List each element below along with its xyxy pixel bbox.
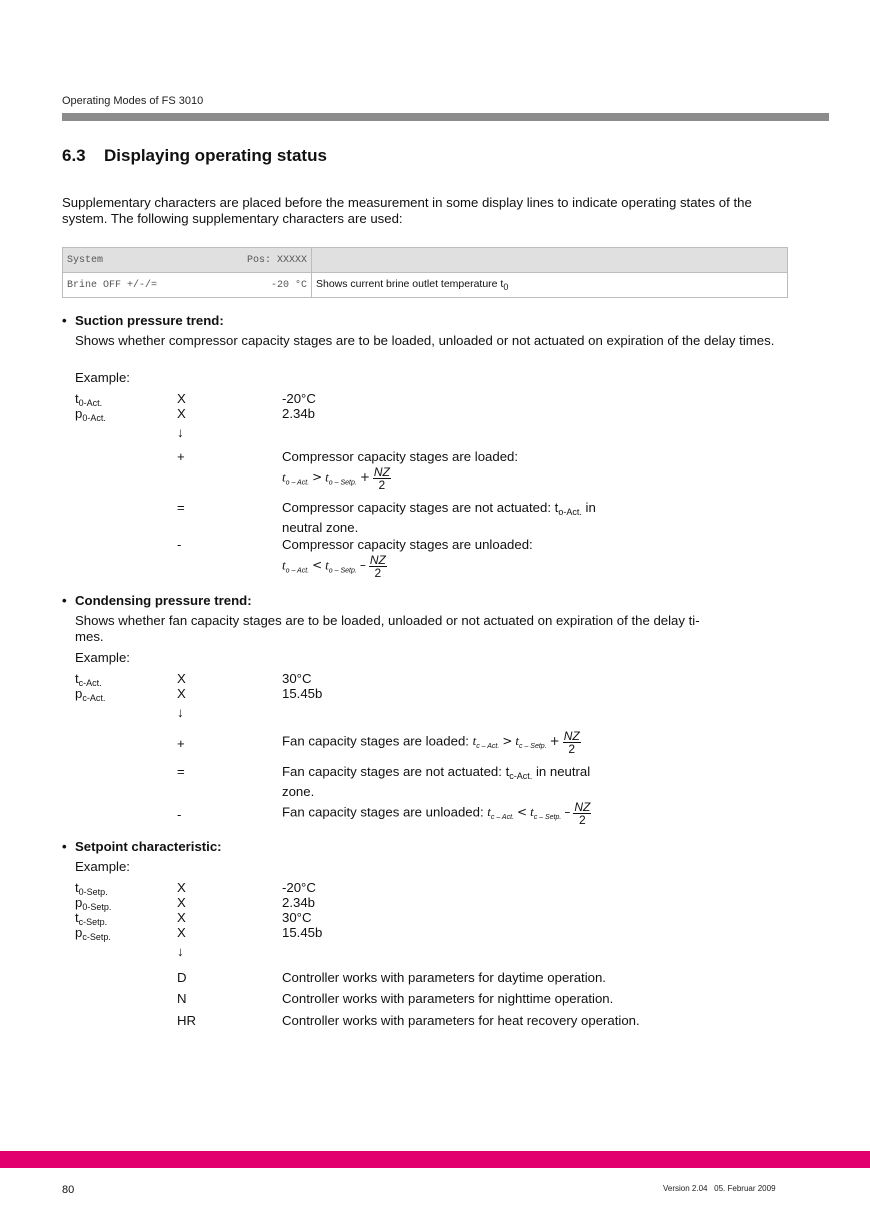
state-text: Compressor capacity stages are not actuated: $t_{o-Act.}$ in neutral zone. <box>282 500 596 535</box>
state-text-with-formula: Fan capacity stages are unloaded: $t_{c - Act.} < t_{c - Setp.}$ – $\frac{NZ}{2}$ <box>282 800 591 827</box>
section-number: 6.3 <box>62 146 86 165</box>
state-text-with-formula: Fan capacity stages are loaded: $t_{c - Act.} > t_{c - Setp.}$ + $\frac{NZ}{2}$ <box>282 729 580 756</box>
suction-row-value: -20°C <box>282 391 316 406</box>
page-number: 80 <box>62 1184 75 1196</box>
suction-title: Suction pressure trend: <box>75 313 224 328</box>
condensing-row-symbol: $p_{c-Act.}$ <box>75 686 106 703</box>
header-rule <box>62 113 829 121</box>
condensing-title: Condensing pressure trend: <box>75 593 252 608</box>
setpoint-title: Setpoint characteristic: <box>75 839 222 854</box>
section-title <box>62 146 327 166</box>
condensing-row-value: 15.45b <box>282 686 323 701</box>
state-text: Fan capacity stages are not actuated: $t_{c-Act.}$ in neutral zone. <box>282 764 591 799</box>
state-char-plus: + <box>177 449 185 464</box>
display-header-cell <box>63 248 312 273</box>
footer-accent-bar <box>0 1151 870 1168</box>
suction-row-symbol: $t_{0-Act.}$ <box>75 391 103 408</box>
display-description-cell <box>312 273 788 298</box>
display-desc-text: Shows current brine outlet temperature t <box>316 278 504 290</box>
condensing-row-value: 30°C <box>282 671 312 686</box>
intro-paragraph: Supplementary characters are placed before the measurement in some display lines to indicate operating states of the system. The following supplementary characters are used: <box>62 195 752 226</box>
state-char-minus: - <box>177 537 182 552</box>
display-value-cell <box>63 273 312 298</box>
setpoint-heading: • Setpoint characteristic: <box>62 839 222 854</box>
setpoint-row-symbol: $t_{0-Setp.}$ <box>75 880 108 897</box>
mode-char: D <box>177 970 187 985</box>
suction-heading: • Suction pressure trend: <box>62 313 224 328</box>
mode-char: N <box>177 991 187 1006</box>
formula-unloaded: $t_{o - Act.} < t_{o - Setp.}$ – $\frac{NZ}{2}$ <box>282 553 386 580</box>
section-heading: Displaying operating status <box>104 146 327 165</box>
state-char-equal: = <box>177 500 185 515</box>
setpoint-row-value: -20°C <box>282 880 316 895</box>
down-arrow-icon: ↓ <box>177 705 184 720</box>
mode-char: HR <box>177 1013 197 1028</box>
state-char-plus: + <box>177 736 185 751</box>
setpoint-row-value: 2.34b <box>282 895 316 910</box>
mode-text: Controller works with parameters for daytime operation. <box>282 970 606 985</box>
condensing-row-mark: X <box>177 671 186 686</box>
display-row-right: -20 °C <box>270 279 307 291</box>
suction-row-symbol: $p_{0-Act.}$ <box>75 406 106 423</box>
setpoint-row-symbol: $t_{c-Setp.}$ <box>75 910 108 927</box>
suction-row-mark: X <box>177 391 186 406</box>
display-header-right: Pos: XXXXX <box>246 254 307 266</box>
setpoint-row-value: 30°C <box>282 910 312 925</box>
display-table-header-row <box>63 248 788 273</box>
setpoint-row-mark: X <box>177 910 186 925</box>
suction-row-value: 2.34b <box>282 406 316 421</box>
suction-row-mark: X <box>177 406 186 421</box>
display-table <box>62 247 788 298</box>
state-text: Compressor capacity stages are unloaded: <box>282 537 533 552</box>
down-arrow-icon: ↓ <box>177 944 184 959</box>
down-arrow-icon: ↓ <box>177 425 184 440</box>
state-char-equal: = <box>177 764 185 779</box>
condensing-row-mark: X <box>177 686 186 701</box>
setpoint-example-label: Example: <box>75 859 130 874</box>
setpoint-row-mark: X <box>177 925 186 940</box>
setpoint-row-symbol: $p_{0-Setp.}$ <box>75 895 112 912</box>
display-row-left: Brine OFF +/-/= <box>67 279 158 291</box>
formula-loaded: $t_{o - Act.} > t_{o - Setp.}$ + $\frac{NZ}{2}$ <box>282 465 390 492</box>
condensing-row-symbol: $t_{c-Act.}$ <box>75 671 102 688</box>
condensing-description: Shows whether fan capacity stages are to be loaded, unloaded or not actuated on expiration of the delay ti- mes. <box>75 613 700 644</box>
mode-text: Controller works with parameters for heat recovery operation. <box>282 1013 640 1028</box>
state-char-minus: - <box>177 807 182 822</box>
state-text: Compressor capacity stages are loaded: <box>282 449 519 464</box>
condensing-example-label: Example: <box>75 650 130 665</box>
setpoint-row-mark: X <box>177 880 186 895</box>
display-desc-sub: 0 <box>503 282 509 292</box>
setpoint-row-value: 15.45b <box>282 925 323 940</box>
display-table-row <box>63 273 788 298</box>
version-date: Version 2.04 05. Februar 2009 <box>663 1184 776 1193</box>
running-head: Operating Modes of FS 3010 <box>62 95 204 107</box>
display-header-empty <box>312 248 788 273</box>
mode-text: Controller works with parameters for nighttime operation. <box>282 991 614 1006</box>
setpoint-row-mark: X <box>177 895 186 910</box>
display-header-left: System <box>67 254 104 266</box>
condensing-heading: • Condensing pressure trend: <box>62 593 252 608</box>
suction-description: Shows whether compressor capacity stages are to be loaded, unloaded or not actuated on expiration of the delay times. <box>75 333 775 348</box>
setpoint-row-symbol: $p_{c-Setp.}$ <box>75 925 111 942</box>
suction-example-label: Example: <box>75 370 130 385</box>
